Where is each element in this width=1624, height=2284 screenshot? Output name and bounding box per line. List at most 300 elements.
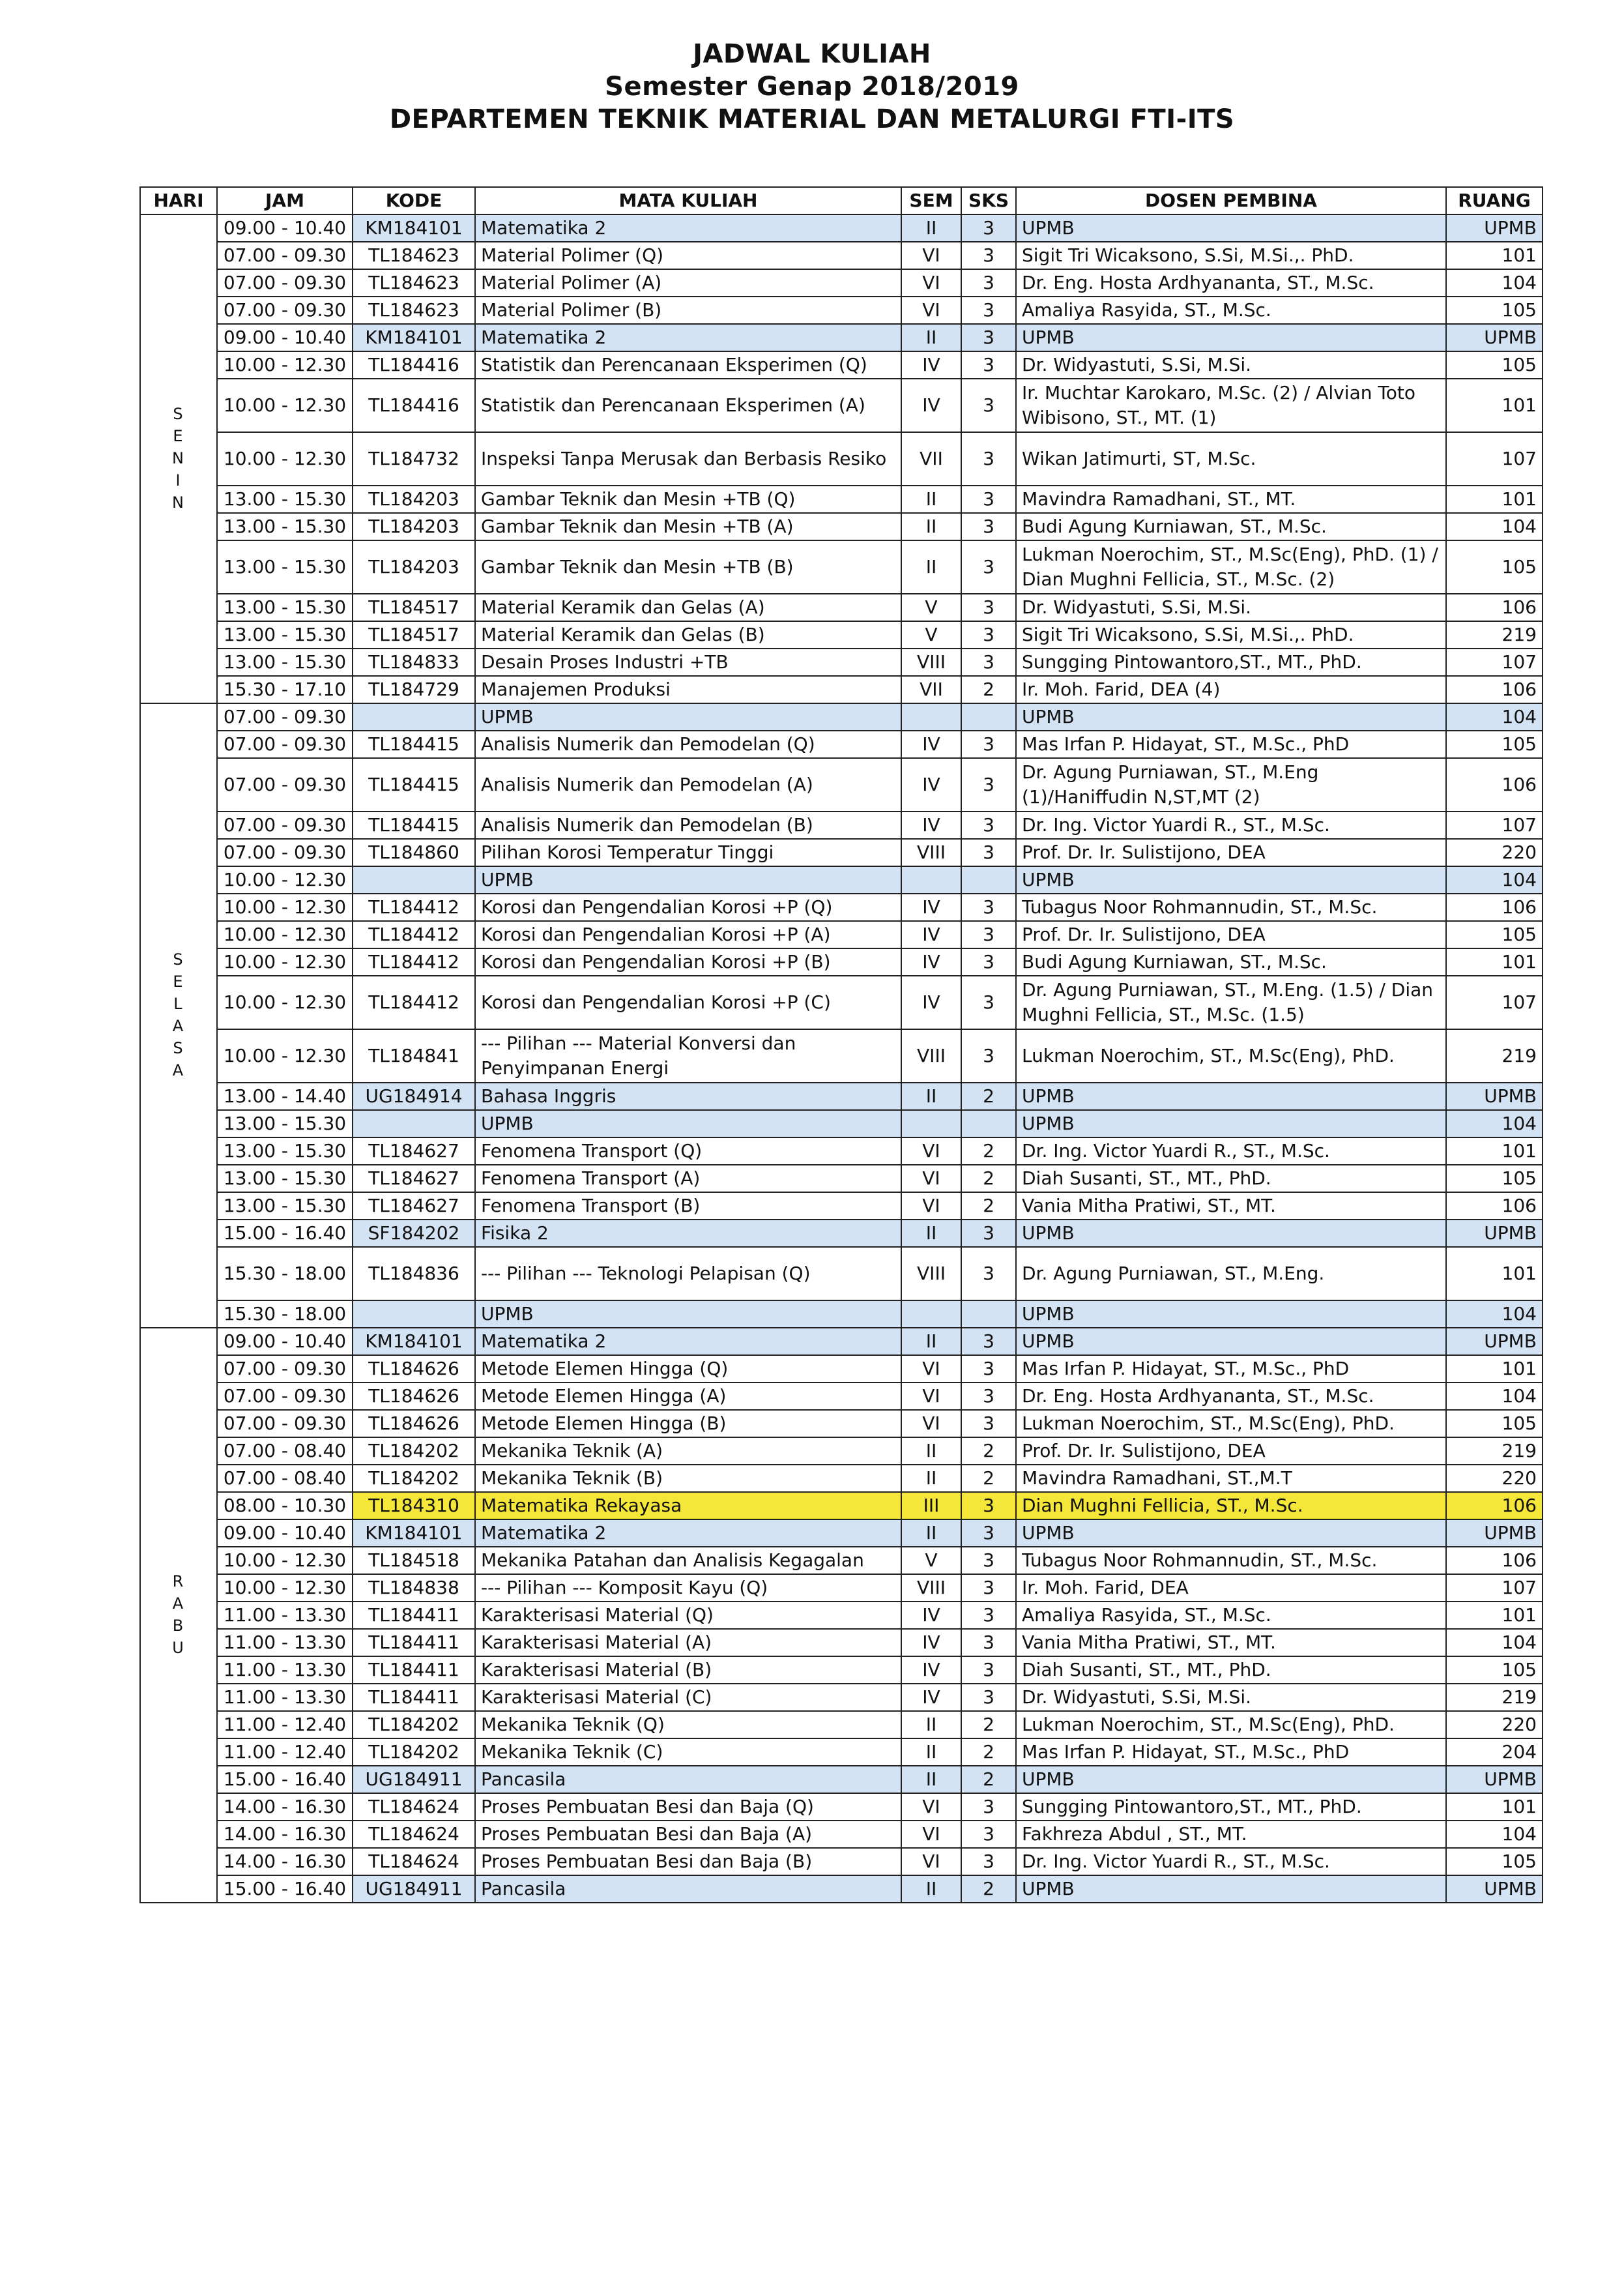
day-label: R A B U [172,1572,185,1657]
dosen-cell: Mas Irfan P. Hidayat, ST., M.Sc., PhD [1016,1738,1446,1766]
table-row [140,1220,1543,1247]
ruang-cell: UPMB [1446,214,1543,242]
sks-cell: 3 [961,594,1016,621]
kode-cell [353,866,475,894]
dosen-cell: UPMB [1016,214,1446,242]
mata-kuliah-cell: Pilihan Korosi Temperatur Tinggi [475,839,901,866]
mata-kuliah-cell: Material Polimer (Q) [475,242,901,269]
mata-kuliah-cell: Mekanika Patahan dan Analisis Kegagalan [475,1547,901,1574]
kode-cell: TL184623 [353,269,475,297]
sks-cell: 3 [961,621,1016,649]
sks-cell: 3 [961,540,1016,594]
col-header-sem: SEM [901,187,961,214]
dosen-cell: Amaliya Rasyida, ST., M.Sc. [1016,297,1446,324]
table-row [140,866,1543,894]
ruang-cell: 105 [1446,921,1543,948]
dosen-cell: Lukman Noerochim, ST., M.Sc(Eng), PhD. [1016,1711,1446,1738]
sks-cell: 3 [961,731,1016,758]
sem-cell: VIII [901,649,961,676]
ruang-cell: UPMB [1446,1519,1543,1547]
col-header-mata-kuliah: MATA KULIAH [475,187,901,214]
mata-kuliah-cell: Korosi dan Pengendalian Korosi +P (Q) [475,894,901,921]
sks-cell: 2 [961,1766,1016,1793]
kode-cell [353,1300,475,1328]
table-row [140,703,1543,731]
ruang-cell: UPMB [1446,1328,1543,1355]
ruang-cell: 105 [1446,297,1543,324]
sks-cell: 3 [961,1547,1016,1574]
mata-kuliah-cell: Material Polimer (B) [475,297,901,324]
table-row [140,1137,1543,1165]
kode-cell: UG184911 [353,1875,475,1903]
ruang-cell: 107 [1446,976,1543,1029]
day-cell [140,1328,217,1903]
mata-kuliah-cell: Pancasila [475,1766,901,1793]
dosen-cell: Sigit Tri Wicaksono, S.Si, M.Si.,. PhD. [1016,621,1446,649]
table-row [140,379,1543,432]
jam-cell: 13.00 - 15.30 [217,513,353,540]
sem-cell: VIII [901,1247,961,1300]
dosen-cell: Lukman Noerochim, ST., M.Sc(Eng), PhD. (1) / Dian Mughni Fellicia, ST., M.Sc. (2) [1016,540,1446,594]
ruang-cell: 105 [1446,1656,1543,1684]
kode-cell: TL184412 [353,921,475,948]
mata-kuliah-cell: Korosi dan Pengendalian Korosi +P (A) [475,921,901,948]
jam-cell: 10.00 - 12.30 [217,351,353,379]
kode-cell: TL184412 [353,948,475,976]
jam-cell: 10.00 - 12.30 [217,1029,353,1083]
sks-cell [961,866,1016,894]
kode-cell: TL184415 [353,758,475,812]
mata-kuliah-cell: Proses Pembuatan Besi dan Baja (A) [475,1821,901,1848]
jam-cell: 07.00 - 09.30 [217,812,353,839]
dosen-cell: Diah Susanti, ST., MT., PhD. [1016,1165,1446,1192]
sks-cell: 3 [961,486,1016,513]
jam-cell: 13.00 - 15.30 [217,1165,353,1192]
sks-cell: 3 [961,1629,1016,1656]
sem-cell: II [901,1738,961,1766]
kode-cell: TL184732 [353,432,475,486]
kode-cell: TL184626 [353,1383,475,1410]
sks-cell: 2 [961,1465,1016,1492]
table-row [140,621,1543,649]
mata-kuliah-cell: Analisis Numerik dan Pemodelan (Q) [475,731,901,758]
kode-cell: TL184203 [353,486,475,513]
sem-cell: V [901,1547,961,1574]
dosen-cell: UPMB [1016,1875,1446,1903]
ruang-cell: 220 [1446,1465,1543,1492]
jam-cell: 11.00 - 12.40 [217,1738,353,1766]
jam-cell: 10.00 - 12.30 [217,1574,353,1602]
table-row [140,1383,1543,1410]
kode-cell: TL184624 [353,1793,475,1821]
day-cell [140,703,217,1328]
ruang-cell: 219 [1446,1437,1543,1465]
jam-cell: 13.00 - 15.30 [217,486,353,513]
col-header-dosen-pembina: DOSEN PEMBINA [1016,187,1446,214]
jam-cell: 15.30 - 18.00 [217,1247,353,1300]
sks-cell: 3 [961,297,1016,324]
sks-cell: 3 [961,1029,1016,1083]
sem-cell: IV [901,894,961,921]
jam-cell: 11.00 - 13.30 [217,1602,353,1629]
ruang-cell: 101 [1446,379,1543,432]
mata-kuliah-cell: --- Pilihan --- Teknologi Pelapisan (Q) [475,1247,901,1300]
day-cell [140,214,217,703]
sem-cell: II [901,1519,961,1547]
dosen-cell: Dr. Agung Purniawan, ST., M.Eng. (1.5) / Dian Mughni Fellicia, ST., M.Sc. (1.5) [1016,976,1446,1029]
mata-kuliah-cell: UPMB [475,703,901,731]
kode-cell: TL184412 [353,976,475,1029]
ruang-cell: 107 [1446,432,1543,486]
jam-cell: 15.30 - 17.10 [217,676,353,703]
dosen-cell: Tubagus Noor Rohmannudin, ST., M.Sc. [1016,894,1446,921]
kode-cell: TL184416 [353,379,475,432]
kode-cell: TL184517 [353,594,475,621]
sks-cell: 3 [961,1574,1016,1602]
jam-cell: 07.00 - 08.40 [217,1465,353,1492]
table-row [140,214,1543,242]
mata-kuliah-cell: Mekanika Teknik (Q) [475,1711,901,1738]
ruang-cell: 105 [1446,351,1543,379]
sem-cell [901,1110,961,1137]
ruang-cell: 106 [1446,594,1543,621]
ruang-cell: 101 [1446,1355,1543,1383]
table-row [140,1711,1543,1738]
sks-cell: 2 [961,1165,1016,1192]
kode-cell: TL184624 [353,1848,475,1875]
sks-cell: 3 [961,351,1016,379]
jam-cell: 07.00 - 09.30 [217,1410,353,1437]
ruang-cell: 101 [1446,1247,1543,1300]
jam-cell: 07.00 - 09.30 [217,758,353,812]
jam-cell: 09.00 - 10.40 [217,324,353,351]
kode-cell: TL184838 [353,1574,475,1602]
jam-cell: 08.00 - 10.30 [217,1492,353,1519]
mata-kuliah-cell: UPMB [475,866,901,894]
sem-cell: IV [901,1656,961,1684]
jam-cell: 13.00 - 15.30 [217,1192,353,1220]
kode-cell: TL184626 [353,1355,475,1383]
kode-cell: KM184101 [353,1328,475,1355]
sem-cell: II [901,324,961,351]
table-row [140,269,1543,297]
sem-cell: II [901,1766,961,1793]
table-row [140,432,1543,486]
ruang-cell: 105 [1446,1165,1543,1192]
dosen-cell: UPMB [1016,1328,1446,1355]
ruang-cell: 101 [1446,948,1543,976]
table-row [140,894,1543,921]
sem-cell: V [901,621,961,649]
sks-cell: 3 [961,242,1016,269]
ruang-cell: 106 [1446,758,1543,812]
col-header-sks: SKS [961,187,1016,214]
table-row [140,1465,1543,1492]
sem-cell: IV [901,1602,961,1629]
sks-cell: 3 [961,812,1016,839]
table-row [140,594,1543,621]
dosen-cell: Amaliya Rasyida, ST., M.Sc. [1016,1602,1446,1629]
table-row [140,1083,1543,1110]
ruang-cell: 101 [1446,1137,1543,1165]
col-header-kode: KODE [353,187,475,214]
mata-kuliah-cell: Material Keramik dan Gelas (A) [475,594,901,621]
jam-cell: 07.00 - 09.30 [217,297,353,324]
table-row [140,839,1543,866]
sem-cell: VII [901,432,961,486]
kode-cell: TL184627 [353,1137,475,1165]
mata-kuliah-cell: UPMB [475,1110,901,1137]
kode-cell: TL184310 [353,1492,475,1519]
mata-kuliah-cell: Metode Elemen Hingga (B) [475,1410,901,1437]
sem-cell [901,866,961,894]
jam-cell: 07.00 - 09.30 [217,731,353,758]
sem-cell: IV [901,731,961,758]
table-row [140,1848,1543,1875]
ruang-cell: 105 [1446,731,1543,758]
table-row [140,948,1543,976]
sks-cell: 3 [961,379,1016,432]
mata-kuliah-cell: Proses Pembuatan Besi dan Baja (Q) [475,1793,901,1821]
mata-kuliah-cell: Desain Proses Industri +TB [475,649,901,676]
sks-cell: 3 [961,1410,1016,1437]
table-row [140,1110,1543,1137]
dosen-cell: Vania Mitha Pratiwi, ST., MT. [1016,1629,1446,1656]
mata-kuliah-cell: Karakterisasi Material (C) [475,1684,901,1711]
table-row [140,1793,1543,1821]
ruang-cell: 104 [1446,1110,1543,1137]
dosen-cell: Dr. Agung Purniawan, ST., M.Eng. [1016,1247,1446,1300]
mata-kuliah-cell: Manajemen Produksi [475,676,901,703]
mata-kuliah-cell: Mekanika Teknik (C) [475,1738,901,1766]
mata-kuliah-cell: Proses Pembuatan Besi dan Baja (B) [475,1848,901,1875]
jam-cell: 07.00 - 09.30 [217,839,353,866]
kode-cell: TL184202 [353,1465,475,1492]
mata-kuliah-cell: UPMB [475,1300,901,1328]
jam-cell: 07.00 - 09.30 [217,703,353,731]
table-row [140,1410,1543,1437]
sks-cell: 2 [961,1875,1016,1903]
ruang-cell: 105 [1446,1848,1543,1875]
ruang-cell: UPMB [1446,1766,1543,1793]
ruang-cell: UPMB [1446,324,1543,351]
kode-cell [353,703,475,731]
table-row [140,1547,1543,1574]
title-line-3: DEPARTEMEN TEKNIK MATERIAL DAN METALURGI FTI-ITS [389,104,1235,134]
jam-cell: 11.00 - 13.30 [217,1629,353,1656]
table-row [140,1602,1543,1629]
document-title-block [0,38,1624,136]
sem-cell: II [901,1465,961,1492]
jam-cell: 10.00 - 12.30 [217,894,353,921]
mata-kuliah-cell: Gambar Teknik dan Mesin +TB (Q) [475,486,901,513]
sem-cell: VIII [901,839,961,866]
sks-cell: 3 [961,1656,1016,1684]
sks-cell [961,703,1016,731]
dosen-cell: Dr. Ing. Victor Yuardi R., ST., M.Sc. [1016,1137,1446,1165]
ruang-cell: 220 [1446,1711,1543,1738]
table-row [140,513,1543,540]
sks-cell: 3 [961,1383,1016,1410]
jam-cell: 10.00 - 12.30 [217,1547,353,1574]
table-row [140,1656,1543,1684]
kode-cell: TL184836 [353,1247,475,1300]
sks-cell: 3 [961,921,1016,948]
mata-kuliah-cell: Karakterisasi Material (Q) [475,1602,901,1629]
sem-cell: VI [901,1192,961,1220]
table-row [140,486,1543,513]
sem-cell: VI [901,1848,961,1875]
sem-cell: VI [901,297,961,324]
sks-cell: 3 [961,1355,1016,1383]
dosen-cell: UPMB [1016,324,1446,351]
kode-cell: TL184411 [353,1684,475,1711]
table-header-row [140,187,1543,214]
sks-cell: 3 [961,1848,1016,1875]
mata-kuliah-cell: Pancasila [475,1875,901,1903]
jam-cell: 07.00 - 09.30 [217,269,353,297]
dosen-cell: Wikan Jatimurti, ST, M.Sc. [1016,432,1446,486]
kode-cell: TL184627 [353,1192,475,1220]
ruang-cell: 104 [1446,1300,1543,1328]
table-row [140,1165,1543,1192]
sem-cell: IV [901,758,961,812]
sem-cell: IV [901,921,961,948]
dosen-cell: Dr. Agung Purniawan, ST., M.Eng (1)/Haniffudin N,ST,MT (2) [1016,758,1446,812]
ruang-cell: UPMB [1446,1220,1543,1247]
sem-cell: IV [901,1684,961,1711]
jam-cell: 07.00 - 09.30 [217,1355,353,1383]
jam-cell: 13.00 - 15.30 [217,621,353,649]
kode-cell: KM184101 [353,324,475,351]
mata-kuliah-cell: Mekanika Teknik (A) [475,1437,901,1465]
mata-kuliah-cell: Fenomena Transport (Q) [475,1137,901,1165]
sks-cell: 3 [961,1220,1016,1247]
table-row [140,676,1543,703]
sks-cell: 3 [961,513,1016,540]
sem-cell: VI [901,1383,961,1410]
kode-cell: TL184203 [353,513,475,540]
ruang-cell: 106 [1446,894,1543,921]
dosen-cell: Budi Agung Kurniawan, ST., M.Sc. [1016,513,1446,540]
kode-cell: UG184911 [353,1766,475,1793]
dosen-cell: Dr. Widyastuti, S.Si, M.Si. [1016,1684,1446,1711]
dosen-cell: Dr. Ing. Victor Yuardi R., ST., M.Sc. [1016,812,1446,839]
title-line-1: JADWAL KULIAH [693,39,931,69]
jam-cell: 14.00 - 16.30 [217,1821,353,1848]
table-row [140,1519,1543,1547]
kode-cell: TL184833 [353,649,475,676]
jam-cell: 15.30 - 18.00 [217,1300,353,1328]
dosen-cell: Dr. Ing. Victor Yuardi R., ST., M.Sc. [1016,1848,1446,1875]
sem-cell: II [901,214,961,242]
mata-kuliah-cell: Matematika 2 [475,214,901,242]
kode-cell: TL184415 [353,812,475,839]
sem-cell: IV [901,976,961,1029]
dosen-cell: Ir. Moh. Farid, DEA [1016,1574,1446,1602]
ruang-cell: 106 [1446,1192,1543,1220]
ruang-cell: 106 [1446,1492,1543,1519]
sem-cell: IV [901,812,961,839]
jam-cell: 15.00 - 16.40 [217,1220,353,1247]
kode-cell: TL184626 [353,1410,475,1437]
day-label: S E L A S A [172,950,185,1079]
table-row [140,758,1543,812]
dosen-cell: UPMB [1016,1519,1446,1547]
kode-cell: KM184101 [353,1519,475,1547]
mata-kuliah-cell: Material Polimer (A) [475,269,901,297]
mata-kuliah-cell: Metode Elemen Hingga (A) [475,1383,901,1410]
table-row [140,1029,1543,1083]
jam-cell: 15.00 - 16.40 [217,1875,353,1903]
sks-cell: 3 [961,1793,1016,1821]
ruang-cell: 104 [1446,513,1543,540]
sem-cell: VI [901,1355,961,1383]
mata-kuliah-cell: Bahasa Inggris [475,1083,901,1110]
sem-cell: VII [901,676,961,703]
dosen-cell: Dr. Eng. Hosta Ardhyananta, ST., M.Sc. [1016,1383,1446,1410]
ruang-cell: 104 [1446,866,1543,894]
mata-kuliah-cell: Analisis Numerik dan Pemodelan (A) [475,758,901,812]
dosen-cell: Dr. Widyastuti, S.Si, M.Si. [1016,351,1446,379]
table-row [140,1437,1543,1465]
sks-cell: 2 [961,1437,1016,1465]
dosen-cell: Mavindra Ramadhani, ST., MT. [1016,486,1446,513]
schedule-body [140,214,1543,1903]
ruang-cell: 219 [1446,621,1543,649]
kode-cell: TL184416 [353,351,475,379]
dosen-cell: Vania Mitha Pratiwi, ST., MT. [1016,1192,1446,1220]
mata-kuliah-cell: Gambar Teknik dan Mesin +TB (A) [475,513,901,540]
sks-cell: 3 [961,214,1016,242]
mata-kuliah-cell: Mekanika Teknik (B) [475,1465,901,1492]
ruang-cell: 219 [1446,1684,1543,1711]
sem-cell: VI [901,1793,961,1821]
sem-cell: II [901,540,961,594]
sem-cell: V [901,594,961,621]
col-header-hari: HARI [140,187,217,214]
jam-cell: 15.00 - 16.40 [217,1766,353,1793]
kode-cell: TL184729 [353,676,475,703]
kode-cell: TL184624 [353,1821,475,1848]
mata-kuliah-cell: Gambar Teknik dan Mesin +TB (B) [475,540,901,594]
mata-kuliah-cell: Metode Elemen Hingga (Q) [475,1355,901,1383]
sks-cell: 3 [961,1328,1016,1355]
sks-cell: 3 [961,324,1016,351]
kode-cell: TL184202 [353,1711,475,1738]
jam-cell: 10.00 - 12.30 [217,866,353,894]
dosen-cell: UPMB [1016,1083,1446,1110]
jam-cell: 10.00 - 12.30 [217,379,353,432]
jam-cell: 10.00 - 12.30 [217,948,353,976]
ruang-cell: 101 [1446,1793,1543,1821]
mata-kuliah-cell: Matematika Rekayasa [475,1492,901,1519]
dosen-cell: Lukman Noerochim, ST., M.Sc(Eng), PhD. [1016,1410,1446,1437]
mata-kuliah-cell: Korosi dan Pengendalian Korosi +P (B) [475,948,901,976]
table-row [140,731,1543,758]
sks-cell: 3 [961,1684,1016,1711]
ruang-cell: 107 [1446,1574,1543,1602]
mata-kuliah-cell: Analisis Numerik dan Pemodelan (B) [475,812,901,839]
kode-cell [353,1110,475,1137]
kode-cell: TL184860 [353,839,475,866]
dosen-cell: UPMB [1016,1300,1446,1328]
kode-cell: TL184203 [353,540,475,594]
jam-cell: 10.00 - 12.30 [217,432,353,486]
table-row [140,1684,1543,1711]
sem-cell: VI [901,1410,961,1437]
sem-cell: II [901,486,961,513]
